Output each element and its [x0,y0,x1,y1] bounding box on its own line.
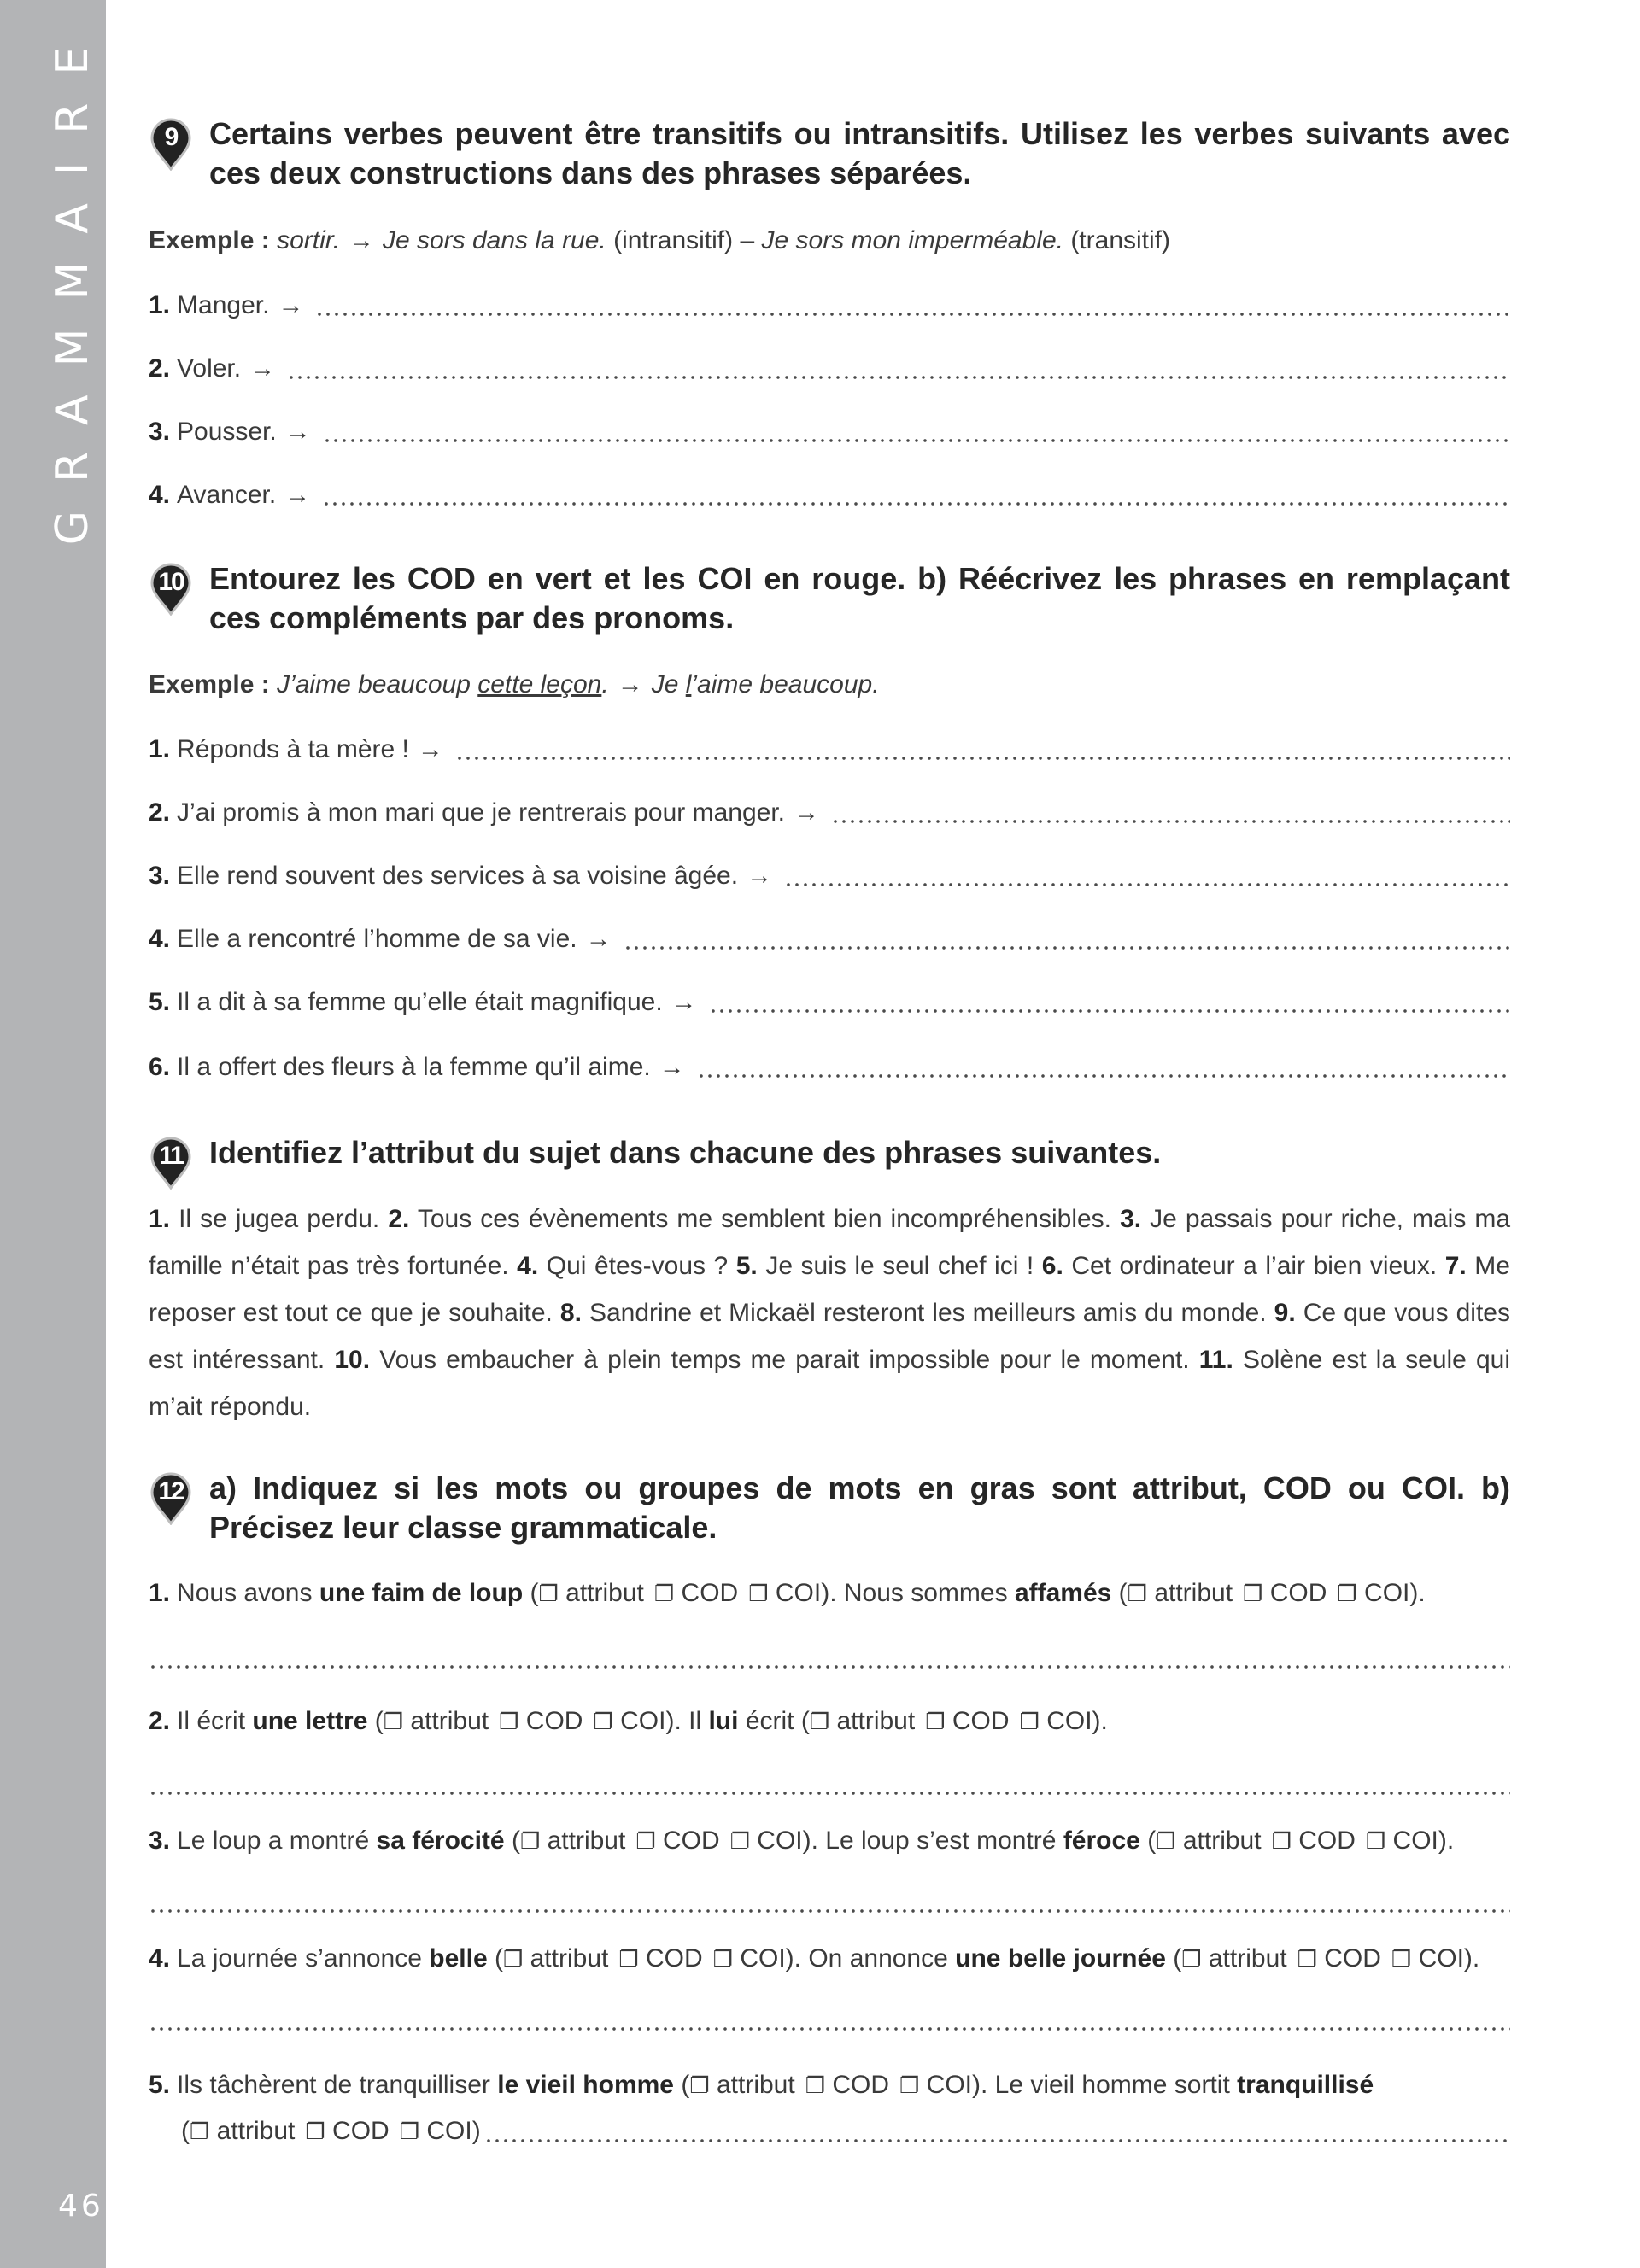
bold-text: 1. [149,735,171,763]
text: Avancer. [177,481,277,509]
answer-dotted-line[interactable] [149,1909,1510,1913]
answer-line[interactable] [149,478,1510,512]
text: écrit [745,1707,794,1735]
text: attribut [410,1707,489,1735]
text: COD [646,1944,703,1973]
bold-text: 8. [559,1299,582,1327]
text: COI [740,1944,786,1973]
checkbox-icon[interactable]: ❐ [1181,1947,1202,1973]
text: La journée s’annonce [177,1944,422,1973]
bold-text: 2. [149,354,171,383]
text: COI [426,2117,472,2145]
bold-text: 1. [149,291,171,319]
text: COD [832,2071,890,2099]
bold-text: une lettre [252,1707,368,1735]
answer-dotted-line[interactable] [709,1009,1510,1013]
text: 11 [159,1142,183,1170]
answer-dotted-line[interactable] [455,757,1510,760]
text: Cet ordinateur a l’air bien vieux. [1071,1252,1438,1280]
checkbox-icon[interactable]: ❐ [748,1581,769,1607]
text: 12 [158,1477,184,1505]
arrow-icon: → [348,226,374,254]
text: ’aime beaucoup. [691,670,880,699]
checkbox-icon[interactable]: ❐ [809,1710,830,1735]
bold-text: 4. [149,925,171,953]
bold-text: 4. [517,1252,539,1280]
checkbox-icon[interactable]: ❐ [1337,1581,1357,1607]
bold-text: 3. [149,862,171,890]
answer-line[interactable] [149,352,1510,386]
answer-dotted-line[interactable] [784,883,1510,886]
text: Solène est la seule qui m’ait répondu. [149,1346,1511,1421]
bold-text: 3. [149,418,171,446]
answer-dotted-line[interactable] [322,502,1510,506]
text: Il a offert des fleurs à la femme qu’il aime. [177,1053,651,1081]
answer-line[interactable] [149,922,1510,956]
checkbox-icon[interactable]: ❐ [899,2073,920,2099]
checkbox-icon[interactable]: ❐ [1365,1829,1386,1855]
text: COI [620,1707,666,1735]
checkbox-icon[interactable]: ❐ [519,1829,541,1855]
bold-text: 4. [149,481,171,509]
arrow-icon: → [617,670,643,699]
answer-dotted-line[interactable] [149,1792,1510,1795]
checkbox-icon[interactable]: ❐ [499,1710,519,1735]
answer-dotted-line[interactable] [624,946,1510,950]
text: cette leçon [477,670,602,699]
text: Le loup a montré [177,1827,370,1855]
text: Exemple : [149,226,270,254]
answer-line[interactable] [149,733,1510,767]
text: Je [651,670,679,699]
bold-text: 2. [149,1707,171,1735]
arrow-icon: → [278,291,304,319]
answer-dotted-line[interactable] [697,1074,1510,1078]
bold-text: tranquillisé [1237,2071,1374,2099]
text: Ils tâchèrent de tranquilliser [177,2071,490,2099]
checkbox-icon[interactable]: ❐ [1297,1947,1317,1973]
text: Je suis le seul chef ici ! [765,1252,1034,1280]
checkbox-icon[interactable]: ❐ [805,2073,825,2099]
bold-text: 4. [149,1944,171,1973]
text: COD [1324,1944,1381,1973]
text: Il se jugea perdu. [179,1205,380,1233]
exercise-12-item-continuation[interactable]: ( ❐ attribut ❐ COD ❐ COI ) [149,2114,1510,2149]
checkbox-icon[interactable]: ❐ [1271,1829,1292,1855]
text: . On annonce [794,1944,948,1973]
text: . Il [674,1707,702,1735]
bold-text: sa férocité [376,1827,505,1855]
text: attribut [565,1579,644,1607]
text: Nous avons [177,1579,313,1607]
text: . Le loup s’est montré [811,1827,1057,1855]
checkbox-icon[interactable]: ❐ [653,1581,675,1607]
exercise-number-badge [150,563,191,616]
checkbox-icon[interactable]: ❐ [383,1710,404,1735]
text: attribut [716,2071,795,2099]
text: l [685,670,692,699]
page-number: 46 [58,2189,104,2224]
text: attribut [1208,1944,1287,1973]
text: COD [952,1707,1010,1735]
bold-text: 11. [1198,1346,1233,1374]
bold-text: 6. [149,1053,171,1081]
checkbox-icon[interactable]: ❐ [1156,1829,1176,1855]
text: attribut [1182,1827,1262,1855]
text: 10 [158,568,184,596]
exercise-11-instruction [149,1133,1510,1172]
checkbox-icon[interactable]: ❐ [190,2119,210,2145]
section-title: GRAMMAIRE [47,18,98,546]
text: (intransitif) – [613,226,755,254]
answer-line[interactable] [149,289,1510,323]
text: COD [681,1579,739,1607]
exercise-12-instruction [149,1469,1510,1547]
answer-line[interactable] [149,859,1510,893]
exercise-10-instruction [149,559,1510,638]
text: Je sors dans la rue. [382,226,606,254]
bold-text: 1. [149,1579,171,1607]
answer-dotted-line[interactable] [484,2139,1510,2142]
checkbox-icon[interactable]: ❐ [729,1829,750,1855]
text: Exemple : [149,670,270,699]
checkbox-icon[interactable]: ❐ [1127,1581,1147,1607]
checkbox-icon[interactable]: ❐ [689,2073,710,2099]
exercise-11-sentences [149,1195,1510,1430]
text: COI [1392,1827,1438,1855]
answer-line[interactable] [149,796,1510,830]
exercise-12-item: 3. Le loup a montré sa férocité ( ❐ attribut ❐ COD ❐ COI ) . Le loup s’est montré féroce ( ❐ attribut ❐ COD ❐ COI ). [149,1824,1510,1859]
exercise-number-badge [150,1137,191,1190]
arrow-icon: → [794,798,820,827]
checkbox-icon[interactable]: ❐ [712,1947,733,1973]
sidebar [0,0,106,2268]
text: ). [1463,1944,1480,1973]
checkbox-icon[interactable]: ❐ [305,2119,325,2145]
text: . Nous sommes [829,1579,1008,1607]
bold-text: 5. [735,1252,758,1280]
bold-text: belle [429,1944,488,1973]
text: ). [1092,1707,1108,1735]
text: COI [1418,1944,1464,1973]
text: ). [1409,1579,1426,1607]
text: ). [1438,1827,1455,1855]
arrow-icon: → [585,925,612,953]
text: a) Indiquez si les mots ou groupes de mots en gras sont attribut, COD ou COI. b) Précisez leur classe grammaticale. [209,1470,1510,1545]
checkbox-icon[interactable]: ❐ [1391,1947,1412,1973]
text: COD [1298,1827,1356,1855]
bold-text: 6. [1041,1252,1063,1280]
bold-text: le vieil homme [497,2071,674,2099]
bold-text: 1. [149,1205,171,1233]
bold-text: 3. [1120,1205,1142,1233]
exercise-12-item: 5. Ils tâchèrent de tranquilliser le vieil homme ( ❐ attribut ❐ COD ❐ COI ) . Le vieil homme sortit tranquillisé [149,2068,1510,2103]
text: attribut [530,1944,609,1973]
text: Elle rend souvent des services à sa voisine âgée. [177,862,739,890]
answer-line[interactable] [149,415,1510,449]
bold-text: une belle journée [955,1944,1166,1973]
bold-text: 10. [334,1346,371,1374]
exercise-9-example [149,224,1510,258]
text: COD [525,1707,583,1735]
text: COI [1364,1579,1410,1607]
exercise-number-badge [150,1472,191,1525]
checkbox-icon[interactable]: ❐ [925,1710,946,1735]
text: Je sors mon imperméable. [761,226,1063,254]
exercise-12-item: 1. Nous avons une faim de loup ( ❐ attribut ❐ COD ❐ COI ) . Nous sommes affamés ( ❐ attribut ❐ COD ❐ COI ). [149,1576,1510,1611]
checkbox-icon[interactable]: ❐ [636,1829,656,1855]
text: Qui êtes-vous ? [546,1252,729,1280]
text: attribut [547,1827,626,1855]
bold-text: 5. [149,988,171,1016]
answer-line[interactable] [149,1050,1510,1084]
answer-dotted-line[interactable] [831,820,1510,823]
text: COI [1046,1707,1092,1735]
text: Voler. [177,354,242,383]
answer-line[interactable] [149,985,1510,1020]
bold-text: une faim de loup [319,1579,524,1607]
checkbox-icon[interactable]: ❐ [618,1947,639,1973]
text: Identifiez l’attribut du sujet dans chacune des phrases suivantes. [209,1135,1162,1170]
answer-dotted-line[interactable] [315,313,1510,316]
text: Je passais pour riche, mais ma famille n’était pas très fortunée. [149,1205,1511,1280]
bold-text: affamés [1014,1579,1112,1607]
answer-dotted-line[interactable] [149,2027,1510,2031]
checkbox-icon[interactable]: ❐ [593,1710,613,1735]
exercise-12-item: 4. La journée s’annonce belle ( ❐ attribut ❐ COD ❐ COI ) . On annonce une belle journée ( ❐ attribut ❐ COD ❐ COI ). [149,1942,1510,1977]
arrow-icon: → [284,418,311,446]
text: COI [757,1827,803,1855]
text: J’ai promis à mon mari que je rentrerais pour manger. [177,798,786,827]
exercise-10-example [149,668,1510,702]
answer-dotted-line[interactable] [287,376,1510,379]
answer-dotted-line[interactable] [149,1665,1510,1669]
bold-text: 2. [388,1205,410,1233]
text: COD [662,1827,720,1855]
exercise-12-item: 2. Il écrit une lettre ( ❐ attribut ❐ COD ❐ COI ) . Il lui écrit ( ❐ attribut ❐ COD ❐ COI ). [149,1704,1510,1739]
checkbox-icon[interactable]: ❐ [399,2119,420,2145]
exercise-9-instruction [149,114,1510,193]
text: J’aime beaucoup [277,670,471,699]
checkbox-icon[interactable]: ❐ [1243,1581,1263,1607]
answer-dotted-line[interactable] [323,439,1510,442]
text: Vous embaucher à plein temps me parait impossible pour le moment. [379,1346,1190,1374]
text: COD [1269,1579,1327,1607]
bold-text: 7. [1444,1252,1467,1280]
bold-text: 5. [149,2071,171,2099]
checkbox-icon[interactable]: ❐ [538,1581,559,1607]
text: Me reposer est tout ce que je souhaite. [149,1252,1510,1327]
bold-text: 9. [1274,1299,1296,1327]
arrow-icon: → [659,1053,685,1081]
text: Sandrine et Mickaël resteront les meilleurs amis du monde. [589,1299,1267,1327]
text: COI [926,2071,973,2099]
text: 9 [164,123,178,151]
checkbox-icon[interactable]: ❐ [502,1947,524,1973]
text: Ce que vous dites est intéressant. [149,1299,1510,1374]
arrow-icon: → [417,735,443,763]
text: Entourez les COD en vert et les COI en rouge. b) Réécrivez les phrases en remplaçant ces compléments par des pronoms. [209,561,1510,635]
text: Elle a rencontré l’homme de sa vie. [177,925,577,953]
bold-text: 2. [149,798,171,827]
text: attribut [216,2117,296,2145]
arrow-icon: → [249,354,276,383]
exercise-number-badge [150,118,191,171]
arrow-icon: → [747,862,773,890]
checkbox-icon[interactable]: ❐ [1019,1710,1040,1735]
text: ) [472,2117,481,2145]
text: Certains verbes peuvent être transitifs ou intransitifs. Utilisez les verbes suivants avec ces deux constructions dans des phrases séparées. [209,116,1510,190]
text: Réponds à ta mère ! [177,735,409,763]
arrow-icon: → [284,481,311,509]
text: Tous ces évènements me semblent bien incompréhensibles. [417,1205,1112,1233]
bold-text: féroce [1063,1827,1140,1855]
text: attribut [836,1707,916,1735]
text: . Le vieil homme sortit [981,2071,1230,2099]
text: COI [775,1579,822,1607]
text: attribut [1154,1579,1233,1607]
text: COD [332,2117,390,2145]
text: (transitif) [1070,226,1170,254]
text: Manger. [177,291,270,319]
text: Il a dit à sa femme qu’elle était magnifique. [177,988,663,1016]
text: . [601,670,609,699]
bold-text: 3. [149,1827,171,1855]
text: sortir. [277,226,340,254]
bold-text: lui [708,1707,739,1735]
arrow-icon: → [671,988,697,1016]
text: Pousser. [177,418,277,446]
text: Il écrit [177,1707,246,1735]
